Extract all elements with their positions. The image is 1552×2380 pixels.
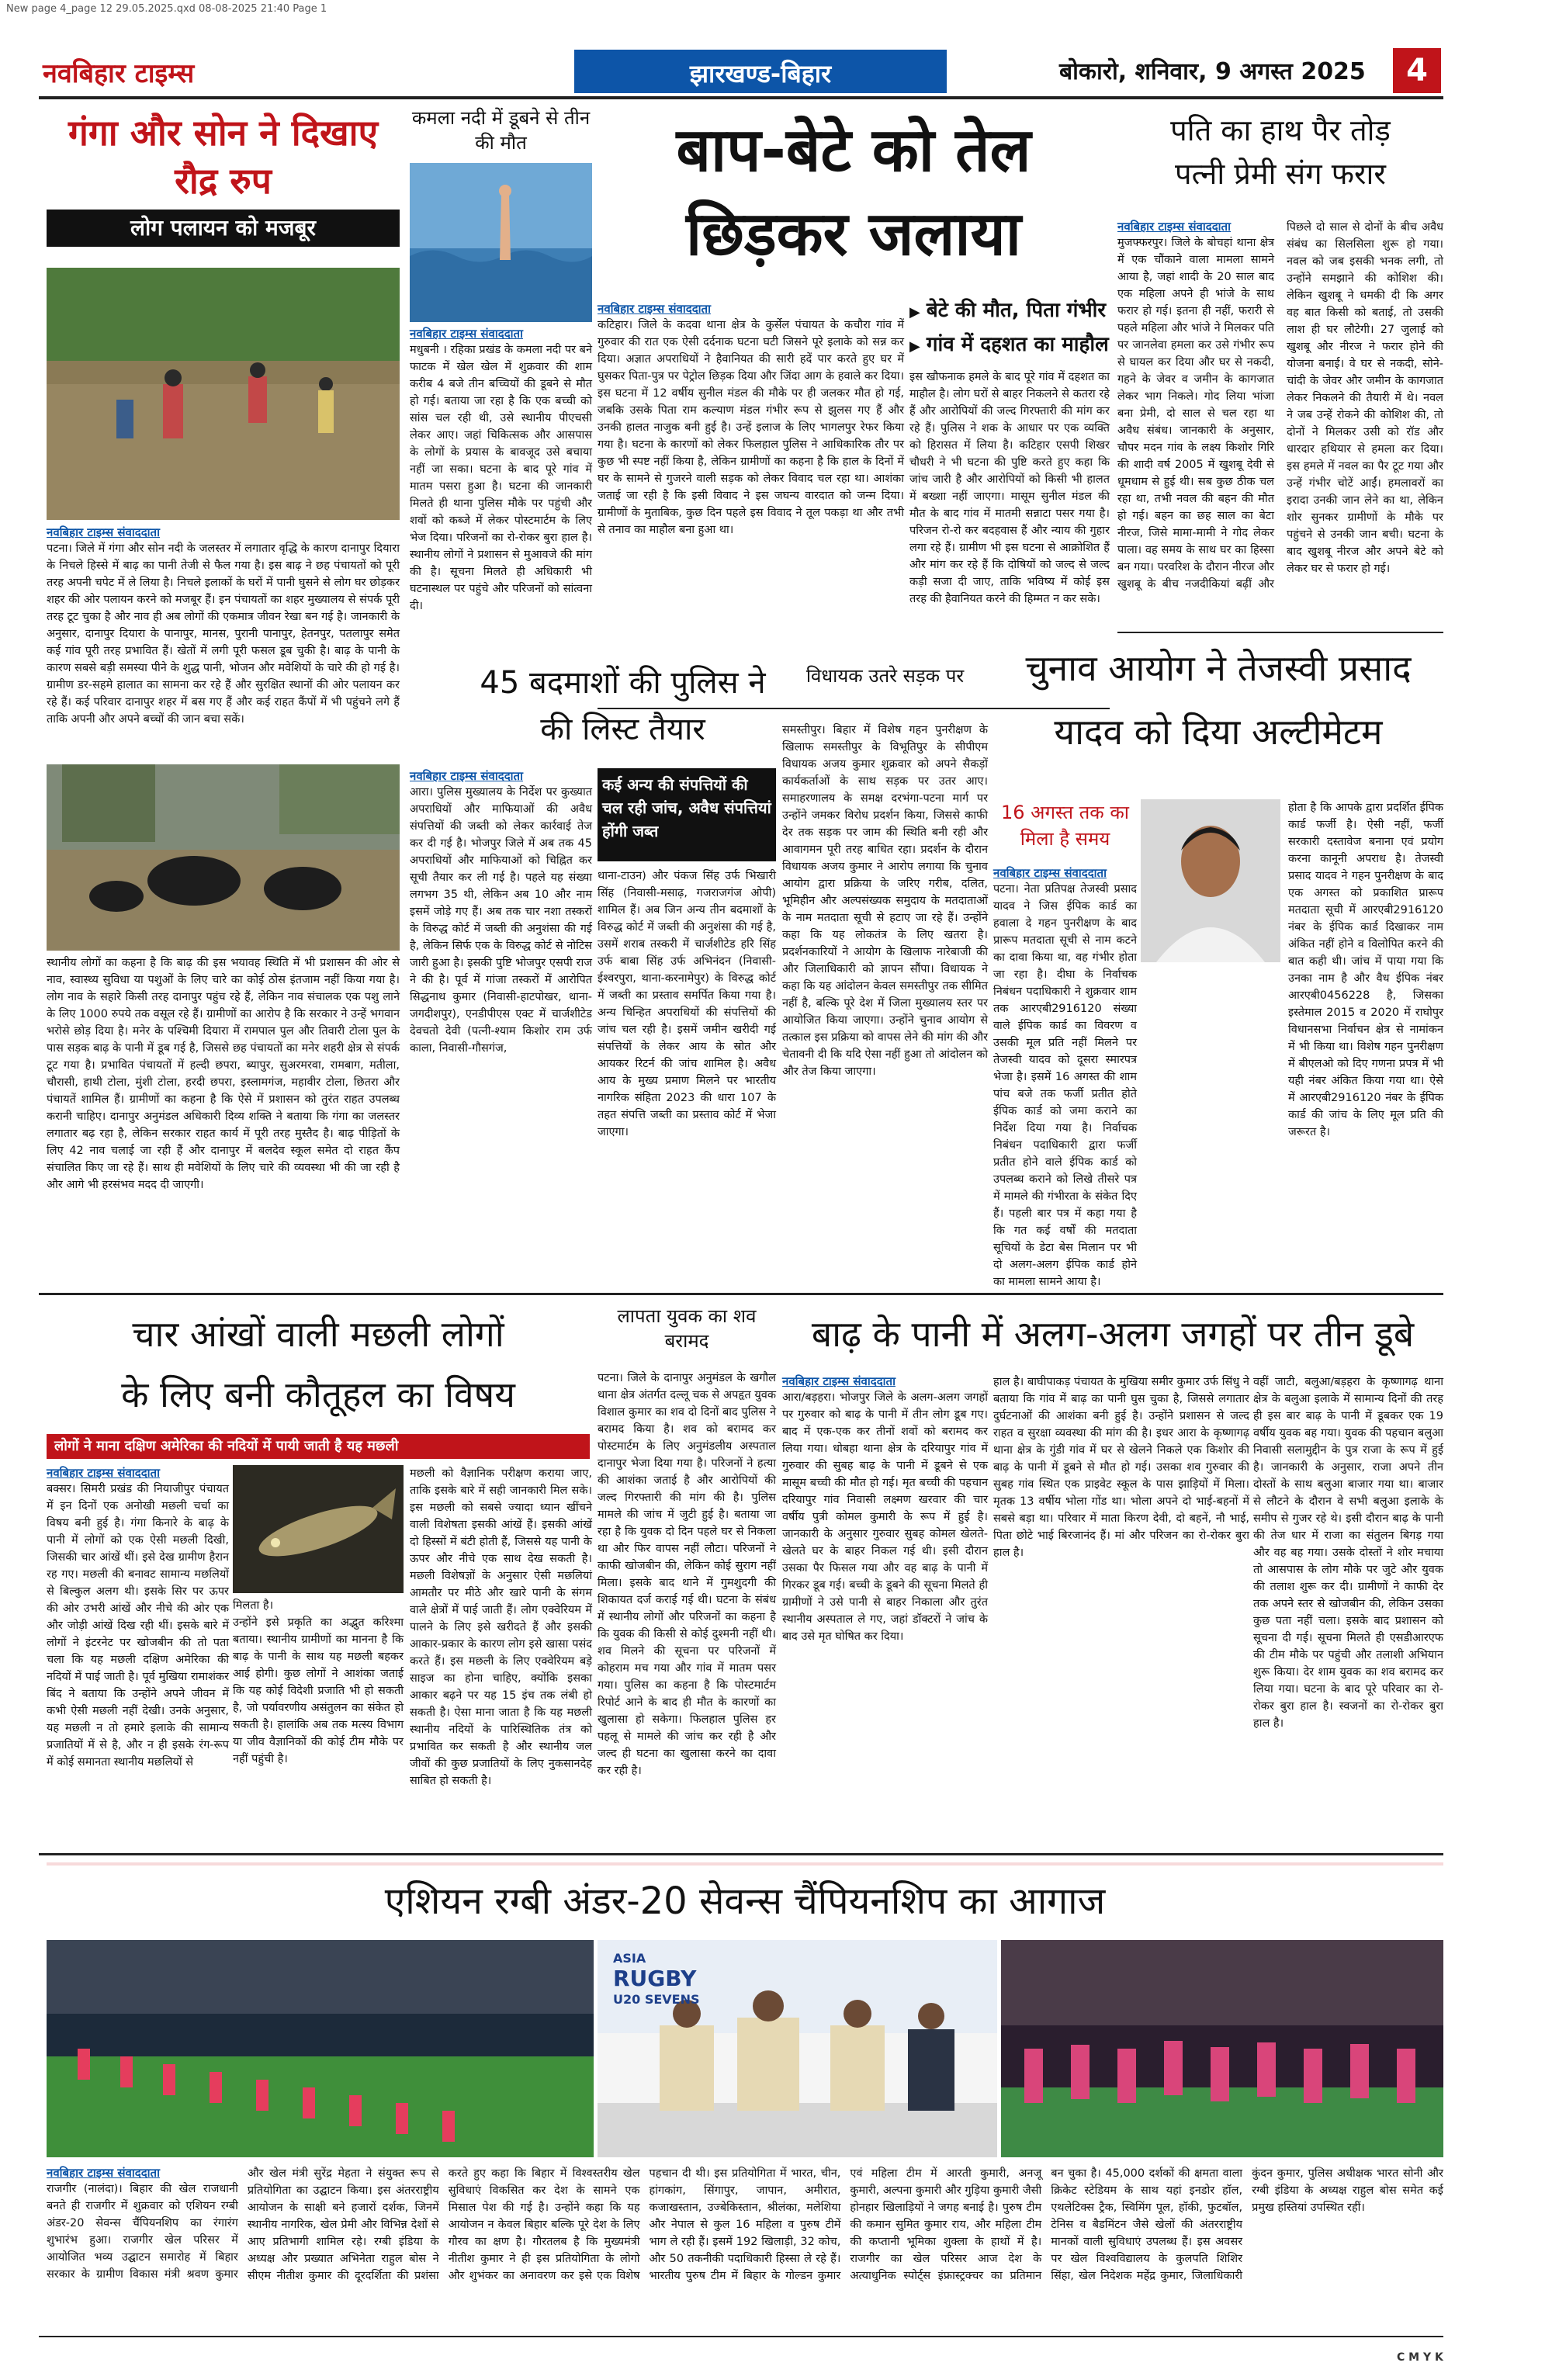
rugby-backdrop <box>613 1951 784 2021</box>
baap-bullet-1: ▶ बेटे की मौत, पिता गंभीर <box>909 295 1110 323</box>
rugby-backdrop-3: U20 SEVENS <box>613 1992 700 2007</box>
rule-lower <box>39 1853 1443 1855</box>
baadh-text-3 <box>1253 1374 1443 1845</box>
paper-name: नवबिहार टाइम्स <box>43 58 195 89</box>
ganga-subhead: लोग पलायन को मजबूर <box>47 210 400 247</box>
flood-photo-2 <box>47 764 400 951</box>
baap-body-2: इस खौफनाक हमले के बाद पूरे गांव में दहशत का माहौल है। लोग घरों से बाहर निकलने से कतरा रहे हैं और आरोपियों की जल्द गिरफ्तारी की मांग कर रहे हैं। पुलिस ने शक के आधार पर एक व्यक्ति को हिरासत में लिया है। कटिहार एसपी शिखर चौधरी ने भी घटना की पुष्टि करते हुए कहा कि जांच जारी है और आरोपियों को किसी भी हालत में बख्शा नहीं जाएगा। मासूम सुनील मंडल की मौत के बाद गांव में मातमी सन्नाटा पसर गया है। परिजन रो-रो कर बदहवास हैं और न्याय की गुहार लगा रहे हैं। ग्रामीण भी इस घटना से आक्रोशित हैं और मांग कर रहे हैं कि दोषियों को जल्द से जल्द कड़ी सजा दी जाए, ताकि भविष्य में कोई इस तरह की हैवानियत करने की हिम्मत न कर सके। <box>909 371 1110 605</box>
machhli-headline-block <box>47 1304 590 1428</box>
machhli-body-3: मछली को वैज्ञानिक परीक्षण कराया जाए, ताकि इसके बारे में सही जानकारी मिल सके। इस मछली को सबसे ज्यादा ध्यान खींचने वाली विशेषता इसकी आंखें हैं। इसकी आंखें दो हिस्सों में बंटी होती हैं, जिससे यह पानी के ऊपर और नीचे एक साथ देख सकती है। मछली विशेषज्ञों के अनुसार ऐसी मछलियां आमतौर पर मीठे और खारे पानी के संगम वाले क्षेत्रों में पाई जाती हैं। लोग एक्वेरियम में पालने के लिए इसे खरीदते हैं और इसकी आकार-प्रकार के कारण लोग इसे खासा पसंद करते हैं। इस मछली के लिए एक्वेरियम बड़े साइज का होना चाहिए, क्योंकि इसका आकार बढ़ने पर यह 15 इंच तक लंबी हो सकती है। ऐसा माना जाता है कि यह मछली स्थानीय नदियों के पारिस्थितिक तंत्र को प्रभावित कर सकती है और स्थानीय जल जीवों की कुछ प्रजातियों के लिए नुकसानदेह साबित हो सकती है। <box>410 1467 592 1787</box>
baap-headline-2: छिड़कर जलाया <box>686 199 1021 269</box>
tejashwi-photo <box>1141 799 1280 962</box>
baap-bullet-2: ▶ गांव में दहशत का माहौल <box>909 329 1110 357</box>
ganga-byline: नवबिहार टाइम्स संवाददाता <box>47 525 160 539</box>
pati-headline-1: पति का हाथ पैर तोड़ <box>1170 113 1391 147</box>
vidhayak-text <box>782 722 988 1280</box>
baadh-body-3: वहीं जाटी, बलुआ/बड़हरा के कृष्णागढ़ थाना क्षेत्र के बलुआ इलाके में सामान्य दिनों की तरह ही इस बार बाढ़ के पानी में डूबकर एक 19 वर्षीय युवक बह गया। युवक की पहचान बलुआ निवासी सलामुद्दीन के पुत्र राजा के रूप में हुई है। जानकारी के अनुसार, राजा अपने तीन दोस्तों के साथ बलुआ बाजार गया था। बाजार से लौटने के दौरान वे सभी बलुआ इलाके के समीप से गुजर रहे थे। इसी दौरान बाढ़ के पानी की तेज धार में राजा का संतुलन बिगड़ गया और वह बह गया। उसके दोस्तों ने शोर मचाया तो आसपास के लोग मौके पर जुटे और युवक की तलाश शुरू कर दी। ग्रामीणों ने काफी देर तक अपने स्तर से खोजबीन की, लेकिन उसका कुछ पता नहीं चला। इसके बाद प्रशासन को सूचना दी गई। सूचना मिलते ही एसडीआरएफ की टीम मौके पर पहुंची और तलाशी अभियान शुरू किया। देर शाम युवक का शव बरामद कर लिया गया। घटना के बाद पूरे परिवार का रो-रोकर बुरा हाल है। स्वजनों का रो-रोकर बुरा हाल है। <box>1253 1376 1443 1730</box>
baap-text-1 <box>598 301 904 705</box>
baap-body: कटिहार। जिले के कदवा थाना क्षेत्र के कुर्सेल पंचायत के कचौरा गांव में गुरुवार की रात एक ऐसी दर्दनाक घटना घटी जिसने पूरे इलाके को सन्न कर दिया। अज्ञात अपराधियों ने हैवानियत की सारी हदें पार करते हुए घर में घुसकर पिता-पुत्र पर पेट्रोल छिड़क दिया और जिंदा आग के हवाले कर दिया। इस घटना में 12 वर्षीय सुनील मंडल की मौके पर ही जलकर मौत हो गई, जबकि उसके पिता राम कल्याण मंडल गंभीर रूप से झुलस गए हैं और उनकी हालत नाजुक बनी हुई है। उन्हें इलाज के लिए भागलपुर रेफर किया गया है। घटना के कारणों को लेकर फिलहाल पुलिस ने आधिकारिक तौर पर कुछ भी स्पष्ट नहीं किया है, लेकिन ग्रामीणों का कहना है कि हाल के दिनों में घर के सामने से गुजरने वाली सड़क को लेकर विवाद चल रहा था। आशंका जताई जा रही है कि इसी विवाद ने इस जघन्य वारदात को जन्म दिया। ग्रामीणों के मुताबिक, कुछ दिन पहले इस विवाद ने तूल पकड़ा था और तभी से तनाव का माहौल बना हुआ था। <box>598 319 904 536</box>
badmash-body: आरा। पुलिस मुख्यालय के निर्देश पर कुख्यात अपराधियों और माफियाओं की अवैध संपत्तियों की जब्ती को लेकर कार्रवाई तेज कर दी गई है। भोजपुर जिले में अब तक 45 अपराधियों और माफियाओं को चिह्नित कर सूची तैयार कर ली गई है। पहले यह संख्या लगभग 35 थी, लेकिन अब 10 और नाम इसमें जोड़े गए हैं। अब तक चार नशा तस्करों के विरुद्ध कोर्ट में जब्ती की अनुशंसा की गई है, लेकिन सिर्फ एक के विरुद्ध कोर्ट से नोटिस जारी हुआ है। इसकी पुष्टि भोजपुर एसपी राज ने की है। पूर्व में गांजा तस्करों में आरोपित सिद्धनाथ कुमार (निवासी-हाटपोखर, थाना-जगदीशपुर), एनडीपीएस एक्ट में चार्जशीटेड देवचतो देवी (पत्नी-श्याम किशोर राम उर्फ काला, निवासी-गौसगंज, <box>410 786 592 1055</box>
baadh-headline: बाढ़ के पानी में अलग-अलग जगहों पर तीन डूबे <box>811 1313 1415 1355</box>
ganga-text-2 <box>47 954 400 1288</box>
machhli-body-2: उन्होंने इसे प्रकृति का अद्भुत करिश्मा बताया। स्थानीय ग्रामीणों का मानना है कि बाढ़ के पानी के साथ यह मछली बहकर आई होगी। कुछ लोगों ने आशंका जताई कि यह कोई विदेशी प्रजाति भी हो सकती है, जो पर्यावरणीय असंतुलन का संकेत हो सकती है। हालांकि अब तक मत्स्य विभाग या जीव वैज्ञानिकों की कोई टीम मौके पर नहीं पहुंची है। <box>233 1616 404 1765</box>
rugby-backdrop-2: RUGBY <box>613 1966 697 1991</box>
badmash-text-1 <box>410 768 592 1280</box>
baadh-text-2 <box>993 1374 1249 1845</box>
rule-pati <box>1117 632 1443 633</box>
baap-byline: नवबिहार टाइम्स संवाददाता <box>598 302 711 316</box>
baap-bullets <box>909 295 1110 365</box>
badmash-headline: 45 बदमाशों की पुलिस ने की लिस्ट तैयार <box>480 665 766 747</box>
laapata-headline: लापता युवक का शव बरामद <box>617 1305 757 1352</box>
laapata-body: पटना। जिले के दानापुर अनुमंडल के खगौल थाना क्षेत्र अंतर्गत दल्लू चक से अपहृत युवक विशाल कुमार का शव दो दिनों बाद पुलिस ने बरामद किया है। शव को बरामद कर पोस्टमार्टम के लिए अनुमंडलीय अस्पताल दानापुर भेजा दिया गया है। परिजनों ने हत्या की आशंका जताई है और आरोपियों की जल्द गिरफ्तारी की मांग की है। पुलिस मामले की जांच में जुटी हुई है। बताया जा रहा है कि युवक दो दिन पहले घर से निकला था और फिर वापस नहीं लौटा। परिजनों ने काफी खोजबीन की, लेकिन कोई सुराग नहीं मिला। इसके बाद थाने में गुमशुदगी की शिकायत दर्ज कराई गई थी। घटना के संबंध में स्थानीय लोगों और परिजनों का कहना है कि युवक की किसी से कोई दुश्मनी नहीं थी। शव मिलने की सूचना पर परिजनों में कोहराम मच गया और गांव में मातम पसर गया। पुलिस का कहना है कि पोस्टमार्टम रिपोर्ट आने के बाद ही मौत के कारणों का खुलासा हो सकेगा। फिलहाल पुलिस हर पहलू से मामले की जांच कर रही है और जल्द ही घटना का खुलासा करने का दावा कर रही है। <box>598 1372 776 1777</box>
pati-headline-block <box>1117 109 1443 217</box>
badmash-byline: नवबिहार टाइम्स संवाददाता <box>410 769 523 783</box>
flood-photo-1 <box>47 268 400 520</box>
machhli-body: बक्सर। सिमरी प्रखंड की नियाजीपुर पंचायत में इन दिनों एक अनोखी मछली चर्चा का विषय बनी हुई है। गंगा किनारे के बाढ़ के पानी में लोगों को एक ऐसी मछली दिखी, जिसकी चार आंखें थीं। इसे देख ग्रामीण हैरान रह गए। मछली की बनावट सामान्य मछलियों से बिल्कुल अलग थी। इसके सिर पर ऊपर की ओर उभरी आंखें और नीचे की ओर एक और जोड़ी आंखें दिख रही थीं। इसके बारे में लोगों ने इंटरनेट पर खोजबीन की तो पता चला कि यह मछली दक्षिण अमेरिका की नदियों में पाई जाती है। पूर्व मुखिया रामाशंकर बिंद ने बताया कि उन्होंने अपने जीवन में कभी ऐसी मछली नहीं देखी। उनके अनुसार, यह मछली न तो हमारे इलाके की सामान्य प्रजातियों में से है, और न ही इसके रंग-रूप में कोई समानता स्थानीय मछलियों से <box>47 1483 229 1769</box>
cmyk-marks: C M Y K <box>1397 2351 1443 2364</box>
chunav-text-2-spacer <box>1141 968 1280 1279</box>
rugby-text <box>47 2165 1443 2328</box>
rugby-byline: नवबिहार टाइम्स संवाददाता <box>47 2166 160 2180</box>
rugby-top-band <box>47 1862 1443 1866</box>
kamla-headline: कमला नदी में डूबने से तीन की मौत <box>411 107 591 154</box>
pati-byline: नवबिहार टाइम्स संवाददाता <box>1117 220 1231 234</box>
section-title: झारखण्ड-बिहार <box>574 50 947 93</box>
baadh-body: आरा/बड़हरा। भोजपुर जिले के अलग-अलग जगहों पर गुरुवार को बाढ़ के पानी में तीन लोग डूब गए। बाद में एक-एक कर तीनों शवों को बरामद कर लिया गया। धोबहा थाना क्षेत्र के दरियापुर गांव में गुरुवार की सुबह बाढ़ के पानी में डूबने से एक मासूम बच्ची की मौत हो गई। मृत बच्ची की पहचान दरियापुर गांव निवासी लक्ष्मण खरवार की चार वर्षीय पुत्री कोमल कुमारी के रूप में हुई है। जानकारी के अनुसार गुरुवार सुबह कोमल खेलते-खेलते घर के बाहर निकल गई थी। इसी दौरान उसका पैर फिसल गया और वह बाढ़ के पानी में गिरकर डूब गई। बच्ची के डूबने की सूचना मिलते ही ग्रामीणों ने उसे पानी से बाहर निकाला और तुरंत स्थानीय अस्पताल ले गए, जहां डॉक्टरों ने जांच के बाद उसे मृत घोषित कर दिया। <box>782 1391 988 1643</box>
vidhayak-headline-block <box>782 663 988 718</box>
badmash-quote: कई अन्य की संपत्तियों की चल रही जांच, अवैध संपत्तियां होंगी जब्त <box>598 768 776 861</box>
rugby-backdrop-1: ASIA <box>613 1951 646 1966</box>
badmash-text-2 <box>598 868 776 1279</box>
chunav-byline: नवबिहार टाइम्स संवाददाता <box>993 866 1107 880</box>
rugby-headline: एशियन रग्बी अंडर-20 सेवन्स चैंपियनशिप का आगाज <box>384 1879 1106 1923</box>
rugby-body: राजगीर (नालंदा)। बिहार की खेल राजधानी बनते ही राजगीर में शुक्रवार को एशियन रग्बी अंडर-20 सेवन्स चैंपियनशिप का रंगारंग शुभारंभ हुआ। राजगीर खेल परिसर में आयोजित भव्य उद्घाटन समारोह में बिहार सरकार के ग्रामीण विकास मंत्री श्रवण कुमार और खेल मंत्री सुरेंद्र मेहता ने संयुक्त रूप से प्रतियोगिता का उद्घाटन किया। इस अंतरराष्ट्रीय आयोजन के साक्षी बने हजारों दर्शक, जिनमें स्थानीय नागरिक, खेल प्रेमी और विभिन्न देशों से आए प्रतिभागी शामिल रहे। रग्बी इंडिया के अध्यक्ष और प्रख्यात अभिनेता राहुल बोस ने सीएम नीतीश कुमार की दूरदर्शिता की प्रशंसा करते हुए कहा कि बिहार में विश्वस्तरीय खेल सुविधाएं विकसित कर देश के सामने एक मिसाल पेश की गई है। उन्होंने कहा कि यह आयोजन न केवल बिहार बल्कि पूरे देश के लिए गौरव का क्षण है। गौरतलब है कि मुख्यमंत्री नीतीश कुमार ने ही इस प्रतियोगिता के लोगो और शुभंकर का अनावरण कर इसे एक विशेष पहचान दी थी। इस प्रतियोगिता में भारत, चीन, हांगकांग, सिंगापुर, जापान, अमीरात, कजाखस्तान, उज्बेकिस्तान, श्रीलंका, मलेशिया और नेपाल से कुल 16 महिला व पुरुष टीमें भाग ले रही हैं। इसमें 192 खिलाड़ी, 32 कोच, और 50 तकनीकी पदाधिकारी हिस्सा ले रहे हैं। भारतीय पुरुष टीम में बिहार के गोल्डन कुमार एवं महिला टीम में आरती कुमारी, अनजू कुमारी, अल्पना कुमारी और गुड़िया कुमारी जैसी होनहार खिलाड़ियों ने जगह बनाई है। पुरुष टीम की कमान सुमित कुमार राय, और महिला टीम की कप्तानी भूमिका शुक्ला के हाथों में है। राजगीर का खेल परिसर आज देश के अत्याधुनिक स्पोर्ट्स इंफ्रास्ट्रक्चर का प्रतिमान बन चुका है। 45,000 दर्शकों की क्षमता वाला क्रिकेट स्टेडियम के साथ यहां इनडोर हॉल, एथलेटिक्स ट्रैक, स्विमिंग पूल, हॉकी, फुटबॉल, टेनिस व बैडमिंटन जैसे खेलों की अंतरराष्ट्रीय मानकों वाली सुविधाएं उपलब्ध हैं। इस अवसर पर खेल विश्वविद्यालय के कुलपति शिशिर सिंहा, खेल निदेशक महेंद्र कुमार, जिलाधिकारी कुंदन कुमार, पुलिस अधीक्षक भारत सोनी और रग्बी इंडिया के अध्यक्ष राहुल बोस समेत कई प्रमुख हस्तियां उपस्थित रहीं। <box>47 2167 1443 2282</box>
fish-photo <box>233 1465 404 1593</box>
machhli-headline-2: के लिए बनी कौतूहल का विषय <box>121 1374 515 1415</box>
baap-headline-block <box>598 109 1110 303</box>
chunav-text-1 <box>993 865 1137 1288</box>
drowning-photo <box>410 163 592 322</box>
machhli-headline-1: चार आंखों वाली मछली लोगों <box>132 1313 504 1355</box>
chunav-headline-2: यादव को दिया अल्टीमेटम <box>1054 711 1383 753</box>
ganga-text-1 <box>47 525 400 761</box>
rugby-headline-block <box>47 1866 1443 1936</box>
rule-bottom <box>39 2336 1443 2337</box>
ganga-headline: गंगा और सोन ने दिखाए रौद्र रुप <box>68 112 379 202</box>
page-slug: New page 4_page 12 29.05.2025.qxd 08-08-2025 21:40 Page 1 <box>6 3 327 15</box>
laapata-headline-block <box>598 1304 776 1366</box>
baadh-text-1 <box>782 1374 988 1845</box>
ganga-body-2: स्थानीय लोगों का कहना है कि बाढ़ की इस भयावह स्थिति में भी प्रशासन की ओर से नाव, स्वास्थ्य सुविधा या पशुओं के लिए चारे का कोई ठोस इंतजाम नहीं किया गया है। लोग नाव के सहारे किसी तरह दानापुर पहुंच रहे हैं, लेकिन नाव संचालक एक पशु लाने के लिए 1000 रुपये तक वसूल रहे हैं। ग्रामीणों का आरोप है कि सरकार ने उन्हें भगवान भरोसे छोड़ दिया है। मनेर के पश्चिमी दियारा में रामपाल पुल और तिवारी टोला पुल के पास सड़क बाढ़ के पानी में डूब गई है, जिससे छह पंचायतों का मनेर शहरी क्षेत्र से संपर्क टूट गया है। प्रभावित पंचायतों में हल्दी छपरा, ब्यापुर, सुअरमरवा, रामबाग, मतीला, चौरासी, हाथी टोला, मुंशी टोला, हरदी छपरा, इस्लामगंज, महावीर टोला, छितरा और पंचायतें शामिल हैं। ग्रामीणों का कहना है कि ऐसे में प्रशासन को तुरंत राहत उपलब्ध करानी चाहिए। दानापुर अनुमंडल अधिकारी दिव्य शक्ति ने बताया कि गंगा का जलस्तर लगातार बढ़ रहा है, लेकिन सरकार राहत कार्य में पूरी तरह मुस्तैद है। बाढ़ पीड़ितों के लिए 42 नाव चलाई जा रही हैं और दानापुर में बलदेव स्कूल समेत दो राहत कैंप संचालित किए जा रहे हैं। साथ ही मवेशियों के लिए चारे की व्यवस्था भी की जा रही है और आगे भी हरसंभव मदद दी जाएगी। <box>47 957 400 1191</box>
page-number: 4 <box>1393 48 1441 93</box>
badmash-body-2: थाना-टाउन) और पंकज सिंह उर्फ भिखारी सिंह (निवासी-मसाढ़, गजराजगंज ओपी) शामिल हैं। अब जिन अन्य तीन बदमाशों के विरुद्ध कोर्ट में जब्ती की अनुशंसा की गई है, उसमें शराब तस्करी में चार्जशीटेड हरि सिंह उर्फ बाबा सिंह उर्फ अभिनंदन (निवासी-ईश्वरपुरा, थाना-करनामेपुर) के विरुद्ध कोर्ट में जब्ती का प्रस्ताव समर्पित किया गया है। अन्य चिन्हित अपराधियों की संपत्तियों की जांच चल रही है। इसमें जमीन खरीदी गई संपत्तियों के लेकर आय के स्रोत और आयकर रिटर्न की जांच शामिल है। अवैध आय के मुख्य प्रमाण मिलने पर भारतीय नागरिक संहिता 2023 की धारा 107 के तहत संपत्ति जब्ती का प्रस्ताव कोर्ट में भेजा जाएगा। <box>598 870 776 1138</box>
baap-headline-1: बाप-बेटे को तेल <box>676 116 1031 185</box>
chunav-tag: 16 अगस्त तक का मिला है समय <box>1000 802 1130 850</box>
pati-headline-2: पत्नी प्रेमी संग फरार <box>1175 157 1386 191</box>
chunav-text-2 <box>1288 799 1443 1280</box>
baadh-headline-block <box>782 1304 1443 1366</box>
rugby-photo-2 <box>598 1940 997 2157</box>
ganga-body: पटना। जिले में गंगा और सोन नदी के जलस्तर में लगातार वृद्धि के कारण दानापुर दियारा के निचले हिस्से में बाढ़ का पानी तेजी से फैल गया है। इस बाढ़ ने छह पंचायतों को पूरी तरह अपनी चपेट में ले लिया है। निचले इलाकों के घरों में पानी घुसने से लोग घर छोड़कर शहर की ओर पलायन करने को मजबूर हैं। इन पंचायतों का शहर मुख्यालय से संपर्क पूरी तरह टूट चुका है और नाव ही अब लोगों की एकमात्र जीवन रेखा बन गई है। जानकारी के अनुसार, दानापुर दियारा के पानापुर, मानस, पुरानी पानापुर, हेतनपुर, पतलापुर समेत कई गांव पूरी तरह प्रभावित हैं। खेतों में लगी पूरी फसल डूब चुकी है। बाढ़ के पानी के कारण सबसे बड़ी समस्या पीने के शुद्ध पानी, भोजन और मवेशियों के चारे की हो गई है। ग्रामीण डर-सहमे हालात का सामना कर रहे हैं और सुरक्षित स्थानों की ओर पलायन कर रहे हैं। कई परिवार दानापुर शहर में बस गए हैं और कई राहत कैंपों में भी पहुंचने लगे हैं ताकि अपनी और अपने बच्चों की जान बचा सकें। <box>47 542 400 726</box>
machhli-text-1 <box>47 1465 229 1845</box>
chunav-body-2: होता है कि आपके द्वारा प्रदर्शित ईपिक कार्ड फर्जी है। ऐसी नहीं, फर्जी सरकारी दस्तावेज बनाना एवं प्रयोग करना कानूनी अपराध है। तेजस्वी प्रसाद यादव ने गहन पुनरीक्षण के बाद एक अगस्त को प्रकाशित प्रारूप मतदाता सूची में आरएबी2916120 नंबर के ईपिक कार्ड दिखाकर नाम अंकित नहीं होने व विलोपित करने की बात कही थी। जांच में पाया गया कि उनका नाम है और वैध ईपिक नंबर आरएबी0456228 है, जिसका इस्तेमाल 2015 व 2020 में राघोपुर विधानसभा निर्वाचन क्षेत्र से नामांकन में भी किया था। विशेष गहन पुनरीक्षण में बीएलओ को दिए गणना प्रपत्र में भी यही नंबर अंकित किया गया था। ऐसे में आरएबी2916120 नंबर के ईपिक कार्ड की जांच के लिए मूल प्रति की जरूरत है। <box>1288 802 1443 1138</box>
machhli-text-2 <box>233 1597 404 1845</box>
machhli-photo-caption: मिलता है। <box>233 1599 274 1612</box>
baadh-byline: नवबिहार टाइम्स संवाददाता <box>782 1374 896 1388</box>
chunav-body: पटना। नेता प्रतिपक्ष तेजस्वी प्रसाद यादव ने जिस ईपिक कार्ड का हवाला दे गहन पुनरीक्षण के बाद प्रारूप मतदाता सूची से नाम कटने का दावा किया था, वह गंभीर होता जा रहा है। दीघा के निर्वाचक निबंधन पदाधिकारी ने शुक्रवार शाम तक आरएबी2916120 संख्या वाले ईपिक कार्ड का विवरण व उसकी मूल प्रति नहीं मिलने पर तेजस्वी यादव को दूसरा स्मारपत्र भेजा है। इसमें 16 अगस्त की शाम पांच बजे तक फर्जी प्रतीत होते ईपिक कार्ड को जमा कराने का निर्देश दिया गया है। निर्वाचक निबंधन पदाधिकारी द्वारा फर्जी प्रतीत होने वाले ईपिक कार्ड को उपलब्ध कराने को लिखे तीसरे पत्र में मामले की गंभीरता के संकेत दिए हैं। पहली बार पत्र में कहा गया है कि गत कई वर्षों की मतदाता सूचियों के डेटा बेस मिलान पर भी दो अलग-अलग ईपिक कार्ड होने का मामला सामने आया है। <box>993 883 1137 1288</box>
pati-body: मुजफ्फरपुर। जिले के बोचहां थाना क्षेत्र में एक चौंकाने वाला मामला सामने आया है, जहां शादी के 20 साल बाद एक महिला अपने ही भांजे के साथ फरार हो गई। इतना ही नहीं, फरारी से पहले महिला और भांजे ने मिलकर पति पर जानलेवा हमला कर उसे गंभीर रूप से घायल कर दिया और घर से नकदी, गहने के जेवर व जमीन के कागजात लेकर भाग निकले। गोद लिया भांजा बना प्रेमी, दो साल से चल रहा था अवैध संबंध। जानकारी के अनुसार, चौपर मदन गांव के लक्ष्य किशोर गिरि की शादी वर्ष 2005 में खुशबू देवी से धूमधाम से हुई थी। सब कुछ ठीक चल रहा था, तभी नवल की बहन की मौत हो गई। बहन का छह साल का बेटा नीरज, जिसे मामा-मामी ने गोद लेकर पाला। वह समय के साथ घर का हिस्सा बन गया। परवरिश के दौरान नीरज और खुशबू के बीच नजदीकियां बढ़ीं और पिछले दो साल से दोनों के बीच अवैध संबंध का सिलसिला शुरू हो गया। नवल को जब इसकी भनक लगी, तो उन्होंने समझाने की कोशिश की। लेकिन खुशबू ने धमकी दी कि अगर वह बात किसी को बताई, तो उसकी लाश ही घर लौटेगी। 27 जुलाई को खुशबू और नीरज ने फरार होने की योजना बनाई। वे घर से नकदी, सोने-चांदी के जेवर और जमीन के कागजात लेकर निकलने की तैयारी में थे। नवल ने जब उन्हें रोकने की कोशिश की, तो दोनों ने मिलकर उसी को रॉड और धारदार हथियार से हमला कर दिया। इस हमले में नवल का पैर टूट गया और उन्हें गंभीर चोटें आईं। हमलावरों का इरादा उनकी जान लेने का था, लेकिन शोर सुनकर ग्रामीणों के मौके पर पहुंचने से उनकी जान बची। घटना के बाद खुशबू नीरज और अपने बेटे को लेकर घर से फरार हो गई। <box>1117 221 1443 591</box>
masthead-rule <box>39 96 1443 99</box>
rugby-photo-1 <box>47 1940 594 2157</box>
laapata-text <box>598 1370 776 1845</box>
kamla-body: मधुबनी । रहिका प्रखंड के कमला नदी पर बने फाटक में खेल खेल में शुक्रवार की शाम करीब 4 बजे तीन बच्चियों की डूबने से मौत हो गई। बताया जा रहा है कि एक बच्ची को सांस चल रही थी, उसे स्थानीय पीएचसी लेकर आए। जहां चिकित्सक और आसपास के लोगों के प्रयास के बावजूद उसे बचाया नहीं जा सका। घटना के बाद पूरे गांव में मातम पसरा हुआ है। घटना की जानकारी मिलते ही थाना पुलिस मौके पर पहुंची और शवों को कब्जे में लेकर पोस्टमार्टम के लिए भेज दिया। परिजनों का रो-रोकर बुरा हाल है। स्थानीय लोगों ने प्रशासन से मुआवजे की मांग की है। सूचना मिलते ही अधिकारी भी घटनास्थल पर पहुंचे और परिजनों को सांत्वना दी। <box>410 344 592 612</box>
rule-mid <box>39 1293 1443 1295</box>
pati-text <box>1117 219 1443 629</box>
kamla-byline: नवबिहार टाइम्स संवाददाता <box>410 327 523 341</box>
chunav-headline-block <box>993 636 1443 792</box>
date-line: बोकारो, शनिवार, 9 अगस्त 2025 <box>1059 58 1366 85</box>
chunav-headline-1: चुनाव आयोग ने तेजस्वी प्रसाद <box>1025 647 1412 689</box>
machhli-text-3 <box>410 1465 592 1845</box>
rugby-photo-3 <box>1001 1940 1443 2157</box>
machhli-byline: नवबिहार टाइम्स संवाददाता <box>47 1466 160 1480</box>
badmash-headline-block <box>469 660 776 768</box>
machhli-strip: लोगों ने माना दक्षिण अमेरिका की नदियों में पायी जाती है यह मछली <box>47 1434 590 1459</box>
vidhayak-headline: विधायक उतरे सड़क पर <box>805 665 965 687</box>
vidhayak-body: समस्तीपुर। बिहार में विशेष गहन पुनरीक्षण के खिलाफ समस्तीपुर के विभूतिपुर के सीपीएम विधायक अजय कुमार शुक्रवार को अपने सैकड़ों कार्यकर्ताओं के साथ सड़क पर उतर आए। समाहरणालय के समक्ष दरभंगा-पटना मार्ग पर उन्होंने जमकर विरोध प्रदर्शन किया, जिससे काफी देर तक सड़क पर जाम की स्थिति बनी रही और आवागमन पूरी तरह बाधित रहा। प्रदर्शन के दौरान विधायक अजय कुमार ने आरोप लगाया कि चुनाव आयोग द्वारा प्रक्रिया के जरिए गरीब, दलित, भूमिहीन और अल्पसंख्यक समुदाय के मतदाताओं के नाम मतदाता सूची से हटाए जा रहे हैं। उन्होंने कहा कि यह लोकतंत्र के लिए खतरा है। प्रदर्शनकारियों ने आयोग के खिलाफ नारेबाजी की और जिलाधिकारी को ज्ञापन सौंपा। विधायक ने कहा कि यह आंदोलन केवल समस्तीपुर तक सीमित नहीं है, बल्कि पूरे देश में जिला मुख्यालय स्तर पर आयोजित किया जाएगा। उन्होंने चुनाव आयोग से तत्काल इस प्रक्रिया को वापस लेने की मांग की और चेतावनी दी कि यदि ऐसा नहीं हुआ तो आंदोलन को और तेज किया जाएगा। <box>782 724 988 1078</box>
baadh-body-2: हाल है। बाघीपाकड़ पंचायत के मुखिया समीर कुमार उर्फ सिंधु ने बताया कि गांव में बाढ़ का पानी घुस चुका है, जिससे लगातार दुर्घटनाओं की आशंका बनी हुई है। उन्होंने प्रशासन से जल्द राहत व सुरक्षा व्यवस्था की मांग की है। इधर आरा के कृष्णागढ़ थाना क्षेत्र के गुंडी गांव में घर से खेलने निकले एक किशोर की बाढ़ के पानी में डूबने से मौत हो गई। उसका शव गुरुवार की सुबह गांव स्थित एक प्राइवेट स्कूल के पास झाड़ियों में मिला। मृतक 13 वर्षीय भोला गोंड था। भोला अपने दो भाई-बहनों में सबसे बड़ा था। परिवार में माता किरण देवी, दो बहनें, नौ भाई, पिता छोटे भाई बिरजानंद हैं। मां और परिजन का रो-रोकर बुरा हाल है। <box>993 1376 1249 1559</box>
